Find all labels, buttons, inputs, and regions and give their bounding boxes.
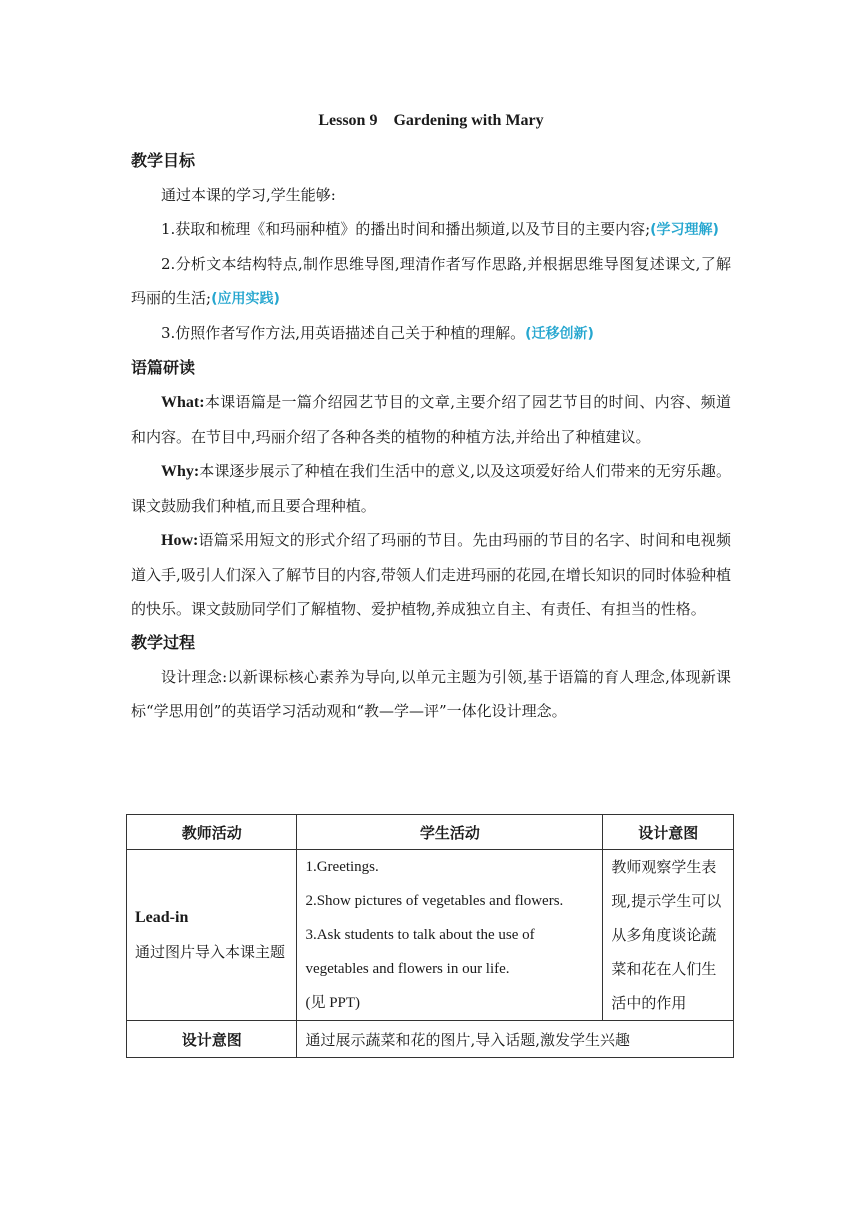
- teacher-activity-cn: 通过图片导入本课主题: [135, 943, 286, 961]
- header-design-intent: 设计意图: [603, 815, 734, 850]
- design-concept: 设计理念:以新课标核心素养为导向,以单元主题为引领,基于语篇的育人理念,体现新课标“学思用创”的英语学习活动观和“教—学—评”一体化设计理念。: [131, 668, 731, 720]
- objective-1: [131, 212, 731, 247]
- objectives-intro: 通过本课的学习,学生能够:: [161, 186, 336, 204]
- what-paragraph: [131, 385, 731, 454]
- teacher-activity-cell: [127, 850, 297, 1021]
- objective-2: [131, 247, 731, 316]
- table-header-row: [127, 815, 734, 850]
- why-paragraph: [131, 454, 731, 523]
- how-text: 语篇采用短文的形式介绍了玛丽的节目。先由玛丽的节目的名字、时间和电视频道入手,吸引人们深入了解节目的内容,带领人们走进玛丽的花园,在增长知识的同时体验种植的快乐。课文鼓励同学们了解植物、爱护植物,养成独立自主、有责任、有担当的性格。: [131, 531, 731, 618]
- how-paragraph: [131, 523, 731, 626]
- header-teacher-activity: 教师活动: [127, 815, 297, 850]
- objective-1-tag: (学习理解): [650, 222, 719, 238]
- objective-3-tag: (迁移创新): [525, 326, 594, 342]
- summary-label: 设计意图: [127, 1021, 297, 1058]
- header-student-activity: 学生活动: [297, 815, 603, 850]
- objective-2-text: 2.分析文本结构特点,制作思维导图,理清作者写作思路,并根据思维导图复述课文,了解玛丽的生活;: [131, 255, 731, 307]
- what-text: 本课语篇是一篇介绍园艺节目的文章,主要介绍了园艺节目的时间、内容、频道和内容。在节目中,玛丽介绍了各种各类的植物的种植方法,并给出了种植建议。: [131, 393, 731, 446]
- table-row: [127, 1021, 734, 1058]
- why-text: 本课逐步展示了种植在我们生活中的意义,以及这项爱好给人们带来的无穷乐趣。课文鼓励我们种植,而且要合理种植。: [131, 462, 731, 515]
- objective-2-tag: (应用实践): [211, 291, 280, 307]
- what-label: What:: [161, 394, 205, 411]
- why-label: Why:: [161, 463, 200, 480]
- heading-text-analysis: 语篇研读: [131, 358, 196, 377]
- student-activity-line: (见 PPT): [305, 995, 361, 1011]
- student-activity-line: 3.Ask students to talk about the use of vegetables and flowers in our life.: [305, 927, 535, 977]
- lesson-title: Lesson 9 Gardening with Mary: [318, 112, 544, 129]
- student-activity-line: 1.Greetings.: [305, 859, 379, 875]
- teacher-activity-en: Lead-in: [135, 909, 189, 926]
- summary-value: 通过展示蔬菜和花的图片,导入话题,激发学生兴趣: [297, 1021, 734, 1058]
- student-activity-cell: [297, 850, 603, 1021]
- objective-3: [131, 316, 731, 351]
- how-label: How:: [161, 532, 199, 549]
- heading-teaching-process: 教学过程: [131, 633, 196, 652]
- objective-1-text: 1.获取和梳理《和玛丽种植》的播出时间和播出频道,以及节目的主要内容;: [161, 220, 651, 238]
- document-body: [131, 108, 731, 728]
- objective-3-text: 3.仿照作者写作方法,用英语描述自己关于种植的理解。: [161, 324, 526, 342]
- table-row: [127, 850, 734, 1021]
- teaching-process-table: [126, 814, 734, 1058]
- heading-objectives: 教学目标: [131, 151, 196, 170]
- student-activity-line: 2.Show pictures of vegetables and flowers.: [305, 893, 564, 909]
- design-intent-cell: 教师观察学生表现,提示学生可以从多角度谈论蔬菜和花在人们生活中的作用: [603, 850, 734, 1021]
